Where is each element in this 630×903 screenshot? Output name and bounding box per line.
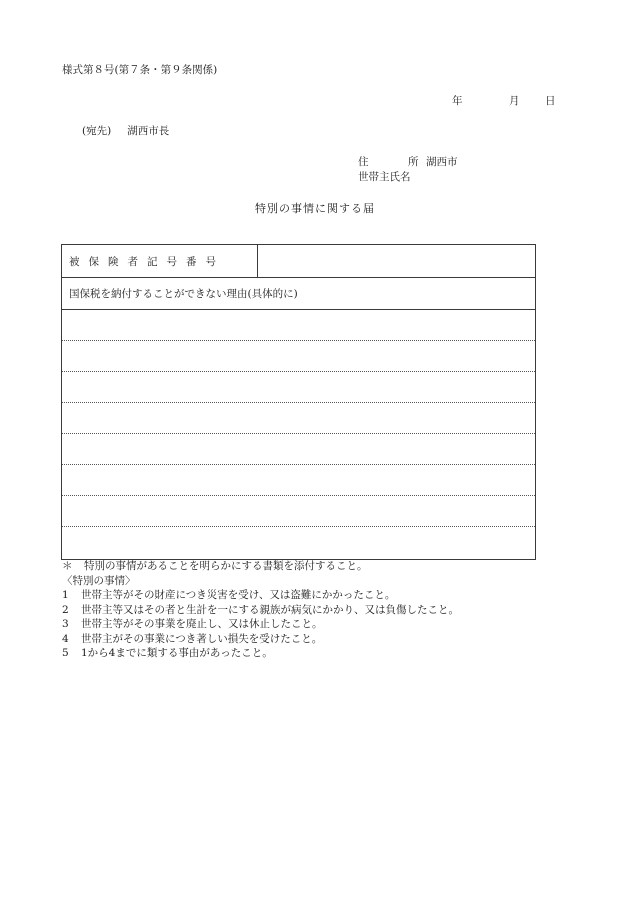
list-item: [62, 646, 459, 661]
addressee: [82, 126, 169, 137]
reason-line[interactable]: [62, 434, 535, 465]
reason-line[interactable]: [62, 527, 535, 559]
list-item-number: 2: [62, 603, 69, 616]
reason-heading: 国保税を納付することができない理由(具体的に): [62, 278, 535, 310]
list-item: [62, 588, 459, 603]
addressee-name: 湖西市長: [127, 125, 170, 137]
reason-line[interactable]: [62, 310, 535, 341]
reason-line[interactable]: [62, 341, 535, 372]
date-month-label: 月: [509, 95, 520, 107]
reason-line[interactable]: [62, 496, 535, 527]
insured-number-field[interactable]: [258, 245, 535, 277]
list-item: [62, 603, 459, 618]
address-value: 湖西市: [426, 156, 458, 168]
list-item-text: 世帯主等がその財産につき災害を受け、又は盗難にかかったこと。: [81, 589, 396, 601]
list-item: [62, 617, 459, 632]
list-item-number: 5: [62, 647, 69, 659]
list-item: [62, 632, 459, 647]
list-item-number: 4: [62, 632, 69, 645]
address-label-1: 住: [358, 156, 369, 168]
notes-section: [62, 559, 459, 661]
declaration-table: [61, 244, 536, 560]
list-item-number: 1: [62, 589, 69, 601]
asterisk-mark: ＊: [62, 560, 73, 572]
insured-number-label: 被保険者記号番号: [62, 245, 258, 277]
reason-line[interactable]: [62, 465, 535, 496]
applicant-address: [358, 157, 458, 168]
address-label-2: 所: [408, 156, 419, 168]
list-item-text: 1から4までに類する事由があったこと。: [81, 647, 273, 659]
date-year-label: 年: [452, 95, 463, 107]
applicant-name-label: 世帯主氏名: [358, 171, 411, 183]
reason-line[interactable]: [62, 372, 535, 403]
addressee-prefix: (宛先): [82, 125, 112, 137]
insured-number-row: [62, 245, 535, 278]
date-day-label: 日: [545, 95, 556, 107]
form-number-label: 様式第８号(第７条・第９条関係): [62, 64, 218, 76]
reason-line[interactable]: [62, 403, 535, 434]
special-circumstances-title: 〈特別の事情〉: [62, 574, 136, 587]
document-title: 特別の事情に関する届: [255, 202, 375, 215]
attachment-note: [62, 559, 459, 574]
attachment-note-text: 特別の事情があることを明らかにする書類を添付すること。: [84, 560, 368, 572]
list-item-number: 3: [62, 618, 69, 630]
list-item-text: 世帯主等又はその者と生計を一にする親族が病気にかかり、又は負傷したこと。: [81, 603, 459, 616]
list-item-text: 世帯主等がその事業を廃止し、又は休止したこと。: [81, 618, 323, 630]
list-item-text: 世帯主がその事業につき著しい損失を受けたこと。: [81, 632, 323, 645]
